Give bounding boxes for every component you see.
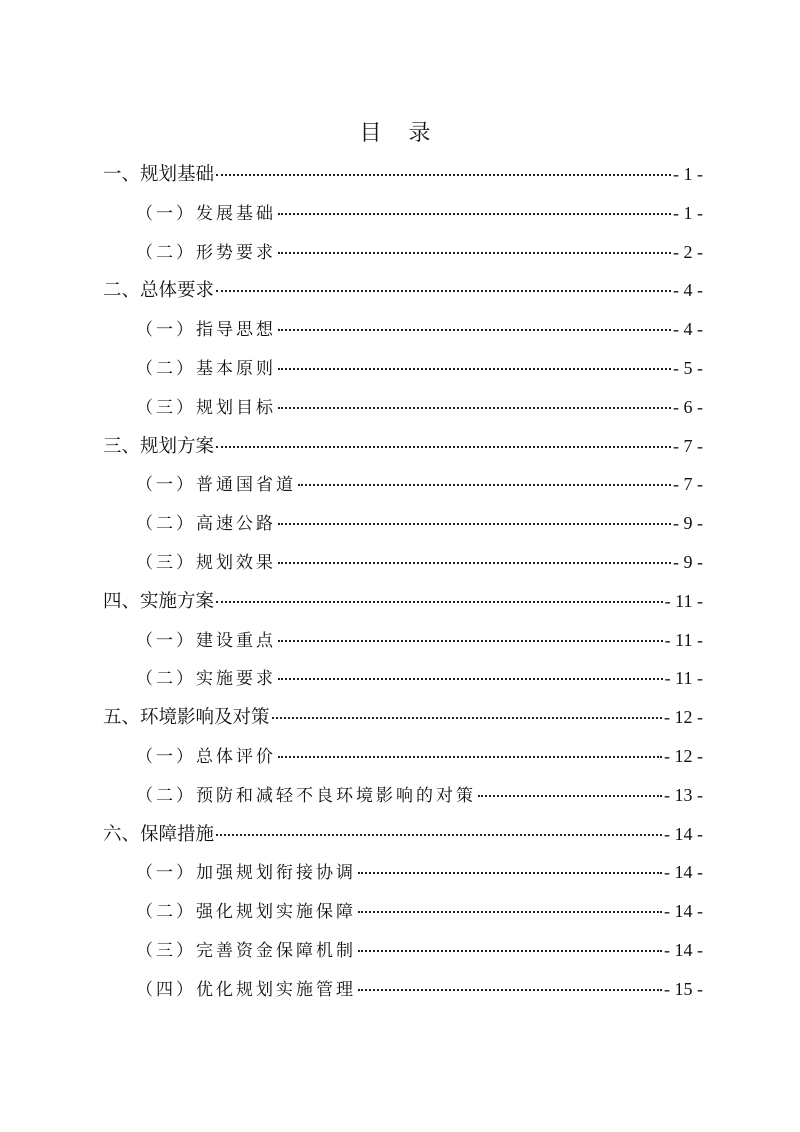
toc-entry-label: （三）规划目标 [136,397,276,418]
toc-chapter-entry[interactable] [103,698,703,737]
toc-entry-label: （二）基本原则 [136,358,276,379]
dot-leader [278,252,671,254]
dot-leader [278,368,671,370]
toc-page-number: - 4 - [673,280,703,301]
toc-page-number: - 11 - [664,590,703,611]
toc-entry-label: （二）实施要求 [136,669,276,690]
toc-entry-label: （三）规划效果 [136,552,276,573]
toc-entry-label: （一）加强规划衔接协调 [136,863,356,884]
toc-section-entry[interactable] [103,349,703,388]
dot-leader [278,407,671,409]
toc-entry-label: 二、总体要求 [103,280,215,302]
toc-entry-label: （二）强化规划实施保障 [136,902,356,923]
toc-entry-label: （一）总体评价 [136,746,276,767]
toc-section-entry[interactable] [103,465,703,504]
dot-leader [216,601,663,603]
toc-chapter-entry[interactable] [103,155,703,194]
dot-leader [278,756,662,758]
toc-page-number: - 7 - [673,435,703,456]
dot-leader [272,717,662,719]
dot-leader [278,562,671,564]
toc-section-entry[interactable] [103,310,703,349]
dot-leader [358,911,662,913]
toc-page-number: - 5 - [673,357,703,378]
toc-page-number: - 14 - [664,823,703,844]
dot-leader [298,484,671,486]
toc-page-number: - 14 - [664,901,703,922]
dot-leader [358,989,662,991]
toc-page-number: - 1 - [673,164,703,184]
toc-section-entry[interactable] [103,853,703,892]
toc-section-entry[interactable] [103,776,703,815]
dot-leader [358,872,662,874]
dot-leader [216,446,671,448]
toc-entry-label: 六、保障措施 [103,823,215,845]
toc-entry-label: （二）预防和减轻不良环境影响的对策 [136,785,476,806]
toc-section-entry[interactable] [103,659,703,698]
toc-page-number: - 9 - [673,513,703,534]
dot-leader [278,640,663,642]
dot-leader [216,290,671,292]
toc-page-number: - 14 - [664,939,703,960]
toc-entry-label: 四、实施方案 [103,590,215,612]
toc-section-entry[interactable] [103,931,703,970]
toc-entry-label: 三、规划方案 [103,435,215,457]
toc-chapter-entry[interactable] [103,271,703,310]
toc-entry-label: （二）形势要求 [136,242,276,263]
dot-leader [478,795,662,797]
toc-entry-label: （二）高速公路 [136,514,276,535]
dot-leader [358,950,662,952]
dot-leader [278,329,671,331]
toc-section-entry[interactable] [103,194,703,233]
dot-leader [216,174,671,176]
toc-page-number: - 4 - [673,319,703,340]
toc-entry-label: （三）完善资金保障机制 [136,940,356,961]
toc-page-number: - 15 - [664,978,703,999]
dot-leader [278,678,663,680]
toc-page-number: - 9 - [673,551,703,572]
toc-chapter-entry[interactable] [103,815,703,854]
toc-chapter-entry[interactable] [103,427,703,466]
toc-section-entry[interactable] [103,504,703,543]
toc-title: 目 录 [359,121,441,146]
toc-entry-label: （四）优化规划实施管理 [136,979,356,1000]
toc-entry-label: （一）指导思想 [136,320,276,341]
toc-page-number: - 2 - [673,241,703,262]
toc-page-number: - 12 - [664,707,703,728]
toc-page-number: - 1 - [673,202,703,223]
toc-section-entry[interactable] [103,970,703,1009]
toc-chapter-entry[interactable] [103,582,703,621]
toc-entry-label: （一）普通国省道 [136,475,296,496]
toc-page-number: - 13 - [664,784,703,805]
toc-entry-label: 一、规划基础 [103,164,215,185]
toc-entry-label: 五、环境影响及对策 [103,707,270,729]
dot-leader [278,523,671,525]
toc-entry-label: （一）发展基础 [136,203,276,224]
toc-section-entry[interactable] [103,388,703,427]
dot-leader [278,213,671,215]
toc-page-number: - 6 - [673,396,703,417]
toc-entry-label: （一）建设重点 [136,630,276,651]
toc-page-number: - 12 - [664,745,703,766]
table-of-contents [103,155,703,1009]
toc-section-entry[interactable] [103,543,703,582]
toc-section-entry[interactable] [103,737,703,776]
toc-page-number: - 11 - [664,629,703,650]
toc-page-number: - 14 - [664,862,703,883]
toc-page-number: - 7 - [673,474,703,495]
toc-page-number: - 11 - [664,668,703,689]
dot-leader [216,834,662,836]
toc-section-entry[interactable] [103,621,703,660]
toc-section-entry[interactable] [103,233,703,272]
toc-section-entry[interactable] [103,892,703,931]
